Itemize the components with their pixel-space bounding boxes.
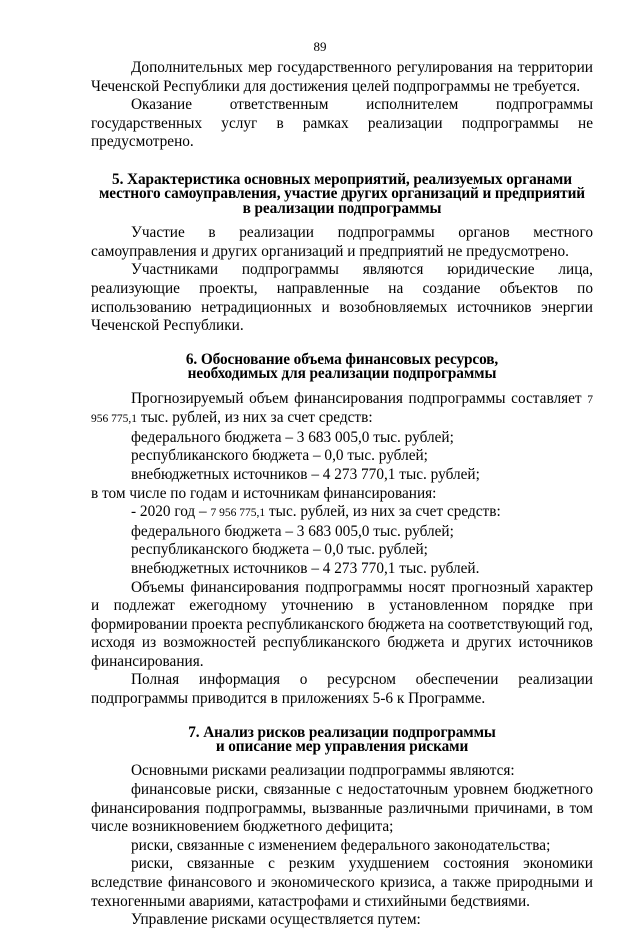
funding-total-lead: Прогнозируемый объем финансирования подпрограммы составляет — [131, 389, 582, 407]
funding-federal: федерального бюджета – 3 683 005,0 тыс. рублей; — [131, 428, 454, 446]
paragraph-additional-measures: Дополнительных мер государственного регулирования на территории Чеченской Республики для достижения целей подпрограммы не требуется. — [91, 59, 593, 95]
section-6-paragraph-forecast: Объемы финансирования подпрограммы носят прогнозный характер и подлежат ежегодному уточнению в установленном порядке при формировании проекта республиканского бюджета на соответствующий год, исходя из возможностей республиканского бюджета и других источников финансирования. — [91, 578, 593, 670]
section-6-title-line-2: необходимых для реализации подпрограммы — [187, 365, 497, 383]
section-7-paragraph-financial-risks: финансовые риски, связанные с недостаточным уровнем бюджетного финансирования подпрограммы, вызванные различными причинами, в том числе возникновением бюджетного дефицита; — [91, 781, 593, 836]
year-2020-lead: - 2020 год – — [131, 503, 211, 521]
funding-year-2020 — [91, 503, 593, 523]
section-5-paragraph-2: Участниками подпрограммы являются юридические лица, реализующие проекты, направленные на создание объектов по использованию нетрадиционных и возобновляемых источников энергии Чеченской Республики. — [91, 261, 593, 335]
section-5-title-line-2: местного самоуправления, участие других организаций и предприятий — [98, 185, 586, 203]
funding-republican-2020: республиканского бюджета – 0,0 тыс. рублей; — [131, 541, 428, 559]
section-6-paragraph-appendix: Полная информация о ресурсном обеспечении реализации подпрограммы приводится в приложениях 5-6 к Программе. — [91, 671, 593, 708]
section-5-title-line-1: 5. Характеристика основных мероприятий, реализуемых органами — [112, 170, 572, 188]
paragraph-state-services: Оказание ответственным исполнителем подпрограммы государственных услуг в рамках реализации подпрограммы не предусмотрено. — [91, 96, 593, 151]
funding-by-years: в том числе по годам и источникам финансирования: — [91, 484, 437, 502]
section-6-funding-total — [91, 390, 593, 429]
section-5-heading — [91, 170, 593, 217]
funding-total-amount: 7 956 775,1 — [91, 393, 593, 426]
page-body — [91, 59, 593, 930]
year-2020-tail: тыс. рублей, из них за счет средств: — [265, 503, 501, 521]
funding-extrabudgetary-2020: внебюджетных источников – 4 273 770,1 тыс. рублей. — [131, 559, 480, 577]
section-6-heading — [91, 350, 593, 383]
year-2020-amount: 7 956 775,1 — [210, 507, 266, 520]
funding-extrabudgetary: внебюджетных источников – 4 273 770,1 тыс. рублей; — [131, 465, 480, 483]
section-7-paragraph-1: Основными рисками реализации подпрограммы являются: — [131, 762, 515, 780]
section-7-heading — [91, 723, 593, 756]
section-7-paragraph-economic-risks: риски, связанные с резким ухудшением состояния экономики вследствие финансового и экономического кризиса, а также природными и техногенными авариями, катастрофами и стихийными бедствиями. — [91, 855, 593, 910]
section-5-paragraph-1: Участие в реализации подпрограммы органов местного самоуправления и других организаций и предприятий не предусмотрено. — [91, 224, 593, 260]
section-5-title-line-3: в реализации подпрограммы — [242, 199, 442, 217]
section-7-title-line-2: и описание мер управления рисками — [215, 738, 469, 756]
funding-republican: республиканского бюджета – 0,0 тыс. рублей; — [131, 447, 428, 465]
section-6-title-line-1: 6. Обоснование объема финансовых ресурсов, — [185, 350, 499, 368]
section-7-paragraph-risk-management: Управление рисками осуществляется путем: — [131, 911, 421, 929]
page-number: 89 — [313, 39, 327, 54]
funding-total-tail: тыс. рублей, из них за счет средств: — [137, 409, 373, 427]
funding-federal-2020: федерального бюджета – 3 683 005,0 тыс. рублей; — [131, 522, 454, 540]
section-7-title-line-1: 7. Анализ рисков реализации подпрограммы — [188, 723, 496, 741]
section-7-paragraph-legal-risks: риски, связанные с изменением федерального законодательства; — [131, 836, 551, 854]
